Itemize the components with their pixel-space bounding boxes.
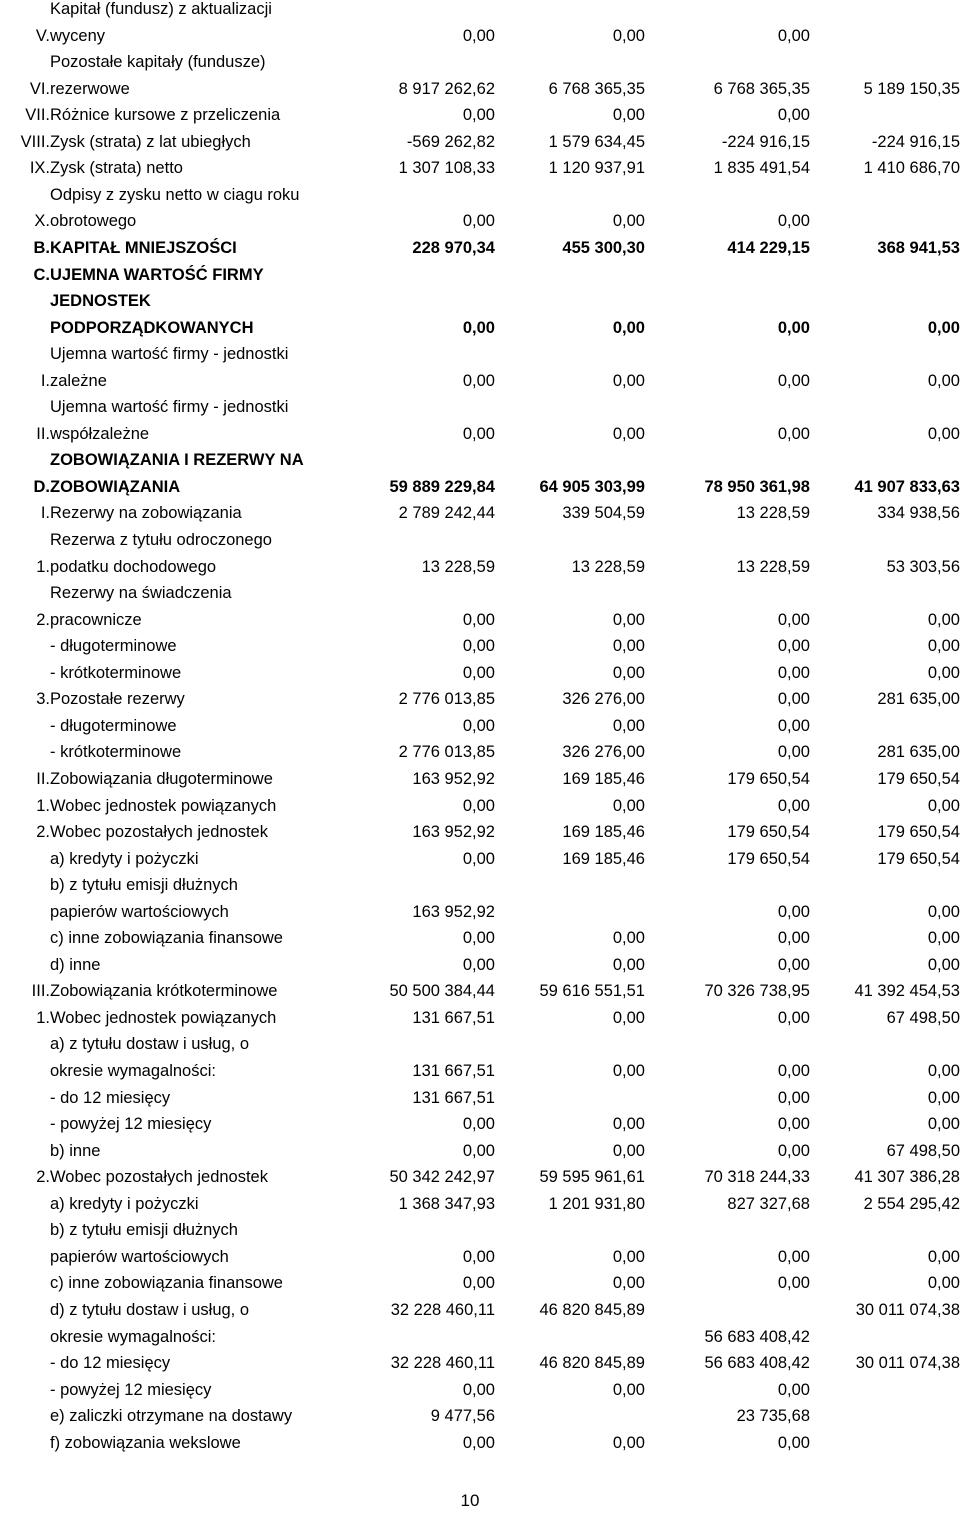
table-row [0,1430,960,1457]
table-row [0,1350,960,1377]
row-index: 2. [36,610,50,629]
value-col-1: 32 228 460,11 [390,1300,495,1319]
value-col-3: 0,00 [777,26,810,45]
row-index: II. [36,769,50,788]
value-col-2: 0,00 [612,1115,645,1134]
value-col-1: 0,00 [462,796,495,815]
table-row [0,1085,960,1112]
table-row [0,500,960,527]
value-col-2: 0,00 [612,1247,645,1266]
table-row [0,208,960,235]
value-col-1: 0,00 [462,1247,495,1266]
value-col-4: 0,00 [927,955,960,974]
value-col-1: 0,00 [462,1141,495,1160]
table-row [0,1005,960,1032]
table-row [0,1058,960,1085]
value-col-2: 0,00 [612,716,645,735]
value-col-4: 0,00 [927,1247,960,1266]
row-label: f) zobowiązania wekslowe [50,1433,241,1452]
row-label: rezerwowe [50,79,130,98]
row-label: Pozostałe rezerwy [50,690,185,709]
value-col-2: 0,00 [612,929,645,948]
value-col-1: 0,00 [462,1115,495,1134]
row-label: - powyżej 12 miesięcy [50,1115,212,1134]
row-label: - powyżej 12 miesięcy [50,1380,212,1399]
value-col-4: 0,00 [927,796,960,815]
row-label: podatku dochodowego [50,557,217,576]
value-col-2: 326 276,00 [562,690,645,709]
row-label: - krótkoterminowe [50,663,182,682]
row-label: d) z tytułu dostaw i usług, o [50,1300,250,1319]
value-col-1: 8 917 262,62 [398,79,495,98]
value-col-2: 0,00 [612,1433,645,1452]
value-col-1: 0,00 [462,318,495,337]
value-col-4: 67 498,50 [886,1008,960,1027]
row-label: papierów wartościowych [50,902,229,921]
value-col-3: 0,00 [777,1062,810,1080]
table-row [0,872,960,899]
row-label: Odpisy z zysku netto w ciagu roku [50,185,300,204]
table-row [0,315,960,342]
row-index: V. [35,26,50,45]
row-label: Zobowiązania krótkoterminowe [50,982,278,1001]
table-row [0,1270,960,1297]
value-col-4: 0,00 [927,424,960,443]
table-row [0,819,960,846]
row-label: ZOBOWIĄZANIA [50,477,181,496]
table-row [0,341,960,368]
table-row [0,580,960,607]
value-col-3: 0,00 [777,424,810,443]
value-col-3: 0,00 [777,1433,810,1452]
value-col-4: 179 650,54 [877,769,960,788]
value-col-1: 0,00 [462,1433,495,1452]
value-col-1: 131 667,51 [412,1062,495,1080]
value-col-2: 455 300,30 [562,238,645,257]
value-col-2: 64 905 303,99 [539,477,645,496]
table-row [0,978,960,1005]
table-row [0,49,960,76]
table-row [0,1164,960,1191]
value-col-2: 326 276,00 [562,743,645,762]
value-col-2: 6 768 365,35 [548,79,645,98]
row-index: 1. [36,796,50,815]
row-index: VII. [25,106,50,125]
row-index: X. [34,212,50,231]
value-col-2: 0,00 [612,1062,645,1080]
row-label: a) z tytułu dostaw i usług, o [50,1035,250,1054]
table-row [0,1324,960,1351]
value-col-3: 0,00 [777,1247,810,1266]
value-col-4: 179 650,54 [877,823,960,842]
value-col-4: 334 938,56 [877,504,960,523]
value-col-4: 53 303,56 [886,557,960,576]
value-col-1: 0,00 [462,716,495,735]
row-label: - długoterminowe [50,637,177,656]
table-row [0,235,960,262]
table-row [0,102,960,129]
value-col-3: 0,00 [777,371,810,390]
value-col-3: 0,00 [777,1008,810,1027]
value-col-3: 13 228,59 [736,557,810,576]
value-col-1: 0,00 [462,610,495,629]
value-col-4: -224 916,15 [871,132,960,151]
value-col-2: 0,00 [612,796,645,815]
row-label: Wobec pozostałych jednostek [50,1168,268,1187]
table-row [0,766,960,793]
row-label: d) inne [50,955,101,974]
value-col-3: 0,00 [777,716,810,735]
value-col-1: 2 776 013,85 [398,690,495,709]
row-label: Ujemna wartość firmy - jednostki [50,398,289,417]
value-col-3: 70 326 738,95 [704,982,810,1001]
value-col-3: 0,00 [777,743,810,762]
value-col-2: 0,00 [612,212,645,231]
row-index: B. [33,238,50,257]
value-col-1: 2 776 013,85 [398,743,495,762]
value-col-4: 41 392 454,53 [854,982,960,1001]
row-label: papierów wartościowych [50,1247,229,1266]
row-label: UJEMNA WARTOŚĆ FIRMY [50,265,264,284]
row-label: - długoterminowe [50,716,177,735]
row-label: Rezerwa z tytułu odroczonego [50,531,272,549]
value-col-2: 0,00 [612,318,645,337]
row-index: 1. [36,557,50,576]
value-col-4: 41 307 386,28 [854,1168,960,1187]
row-label: b) z tytułu emisji dłużnych [50,876,238,895]
value-col-1: 228 970,34 [412,238,495,257]
value-col-4: 0,00 [927,902,960,921]
value-col-1: 0,00 [462,106,495,125]
row-label: Pozostałe kapitały (fundusze) [50,53,266,72]
value-col-2: 0,00 [612,26,645,45]
row-label: okresie wymagalności: [50,1062,216,1080]
value-col-3: 0,00 [777,663,810,682]
value-col-4: 0,00 [927,1088,960,1107]
row-index: 3. [36,690,50,709]
value-col-3: 78 950 361,98 [704,477,810,496]
value-col-2: 46 820 845,89 [539,1354,645,1373]
value-col-3: 0,00 [777,929,810,948]
value-col-2: 13 228,59 [571,557,645,576]
row-index: II. [36,424,50,443]
value-col-4: 67 498,50 [886,1141,960,1160]
table-row [0,1377,960,1404]
value-col-3: 0,00 [777,1115,810,1134]
value-col-1: 0,00 [462,955,495,974]
row-label: okresie wymagalności: [50,1327,216,1346]
table-row [0,899,960,926]
value-col-4: 281 635,00 [877,743,960,762]
table-row [0,447,960,474]
value-col-3: 0,00 [777,1141,810,1160]
value-col-2: 169 185,46 [562,823,645,842]
value-col-2: 0,00 [612,1141,645,1160]
value-col-4: 1 410 686,70 [863,159,960,178]
row-index: D. [33,477,50,496]
value-col-2: 0,00 [612,637,645,656]
value-col-3: 0,00 [777,902,810,921]
row-label: - do 12 miesięcy [50,1088,171,1107]
value-col-1: 0,00 [462,26,495,45]
value-col-2: 0,00 [612,371,645,390]
row-label: Ujemna wartość firmy - jednostki [50,345,289,364]
value-col-1: 32 228 460,11 [390,1354,495,1373]
row-label: Wobec pozostałych jednostek [50,823,268,842]
value-col-3: 0,00 [777,637,810,656]
table-row [0,633,960,660]
value-col-1: 50 500 384,44 [389,982,495,1001]
row-label: pracownicze [50,610,142,629]
value-col-4: 30 011 074,38 [855,1354,960,1373]
value-col-1: 1 368 347,93 [398,1194,495,1213]
row-index: IX. [29,159,50,178]
row-label: PODPORZĄDKOWANYCH [50,318,254,337]
row-label: ZOBOWIĄZANIA I REZERWY NA [50,451,304,470]
table-row [0,1217,960,1244]
value-col-2: 0,00 [612,106,645,125]
row-label: a) kredyty i pożyczki [50,849,199,868]
table-row [0,1111,960,1138]
value-col-3: 6 768 365,35 [713,79,810,98]
value-col-4: 0,00 [927,1274,960,1293]
row-label: obrotowego [50,212,137,231]
table-row [0,1244,960,1271]
value-col-4: 0,00 [927,1062,960,1080]
table-row [0,421,960,448]
value-col-4: 0,00 [927,318,960,337]
value-col-2: 0,00 [612,1008,645,1027]
value-col-4: 0,00 [927,610,960,629]
table-row [0,1138,960,1165]
row-label: - krótkoterminowe [50,743,182,762]
row-label: Rezerwy na zobowiązania [50,504,242,523]
row-label: Kapitał (fundusz) z aktualizacji [50,0,272,18]
value-col-4: 179 650,54 [877,849,960,868]
value-col-1: 2 789 242,44 [398,504,495,523]
table-row [0,129,960,156]
value-col-3: 827 327,68 [727,1194,810,1213]
table-row [0,288,960,315]
table-row [0,182,960,209]
row-label: zależne [50,371,107,390]
value-col-3: 0,00 [777,1088,810,1107]
table-row [0,739,960,766]
table-row [0,394,960,421]
value-col-2: 339 504,59 [562,504,645,523]
value-col-1: 0,00 [462,637,495,656]
value-col-3: 414 229,15 [727,238,810,257]
value-col-2: 59 595 961,61 [539,1168,645,1187]
value-col-3: 0,00 [777,1274,810,1293]
value-col-2: 0,00 [612,610,645,629]
value-col-1: 0,00 [462,1274,495,1293]
value-col-1: 0,00 [462,663,495,682]
row-label: KAPITAŁ MNIEJSZOŚCI [50,238,237,257]
table-row [0,686,960,713]
value-col-3: 0,00 [777,796,810,815]
row-label: c) inne zobowiązania finansowe [50,1274,283,1293]
value-col-1: 13 228,59 [421,557,495,576]
row-label: b) z tytułu emisji dłużnych [50,1221,238,1240]
table-row [0,607,960,634]
value-col-1: 163 952,92 [412,769,495,788]
value-col-1: 59 889 229,84 [389,477,495,496]
value-col-2: 1 201 931,80 [548,1194,645,1213]
table-row [0,474,960,501]
value-col-2: 0,00 [612,424,645,443]
value-col-4: 0,00 [927,663,960,682]
value-col-1: 0,00 [462,849,495,868]
value-col-3: 0,00 [777,106,810,125]
value-col-4: 0,00 [927,637,960,656]
table-row [0,846,960,873]
table-row [0,0,960,23]
table-row [0,76,960,103]
value-col-3: 0,00 [777,690,810,709]
value-col-2: 0,00 [612,1274,645,1293]
table-row [0,262,960,289]
table-row [0,713,960,740]
row-label: e) zaliczki otrzymane na dostawy [50,1407,293,1426]
value-col-1: 0,00 [462,371,495,390]
row-label: c) inne zobowiązania finansowe [50,929,283,948]
table-row [0,23,960,50]
value-col-4: 41 907 833,63 [854,477,960,496]
value-col-2: 46 820 845,89 [539,1300,645,1319]
value-col-4: 0,00 [927,1115,960,1134]
table-row [0,660,960,687]
value-col-3: -224 916,15 [721,132,810,151]
table-row [0,368,960,395]
value-col-2: 1 579 634,45 [548,132,645,151]
row-index: 1. [36,1008,50,1027]
value-col-1: 1 307 108,33 [398,159,495,178]
value-col-1: -569 262,82 [406,132,495,151]
row-label: JEDNOSTEK [50,292,151,311]
value-col-1: 0,00 [462,929,495,948]
table-row [0,1031,960,1058]
row-label: Rezerwy na świadczenia [50,584,232,603]
value-col-1: 131 667,51 [412,1008,495,1027]
value-col-3: 56 683 408,42 [704,1354,810,1373]
value-col-2: 0,00 [612,663,645,682]
value-col-3: 70 318 244,33 [704,1168,810,1187]
table-row [0,1297,960,1324]
value-col-3: 0,00 [777,955,810,974]
value-col-3: 0,00 [777,212,810,231]
row-label: wyceny [50,26,106,45]
value-col-4: 281 635,00 [877,690,960,709]
value-col-4: 5 189 150,35 [863,79,960,98]
row-label: a) kredyty i pożyczki [50,1194,199,1213]
table-row [0,527,960,554]
value-col-1: 0,00 [462,1380,495,1399]
value-col-3: 13 228,59 [736,504,810,523]
value-col-1: 131 667,51 [412,1088,495,1107]
row-label: - do 12 miesięcy [50,1354,171,1373]
value-col-2: 169 185,46 [562,769,645,788]
row-index: C. [33,265,50,284]
row-index: 2. [36,1168,50,1187]
value-col-2: 169 185,46 [562,849,645,868]
value-col-1: 50 342 242,97 [389,1168,495,1187]
value-col-2: 1 120 937,91 [548,159,645,178]
row-index: III. [31,982,50,1001]
table-row [0,1403,960,1430]
value-col-3: 0,00 [777,610,810,629]
row-label: Zobowiązania długoterminowe [50,769,273,788]
value-col-4: 368 941,53 [877,238,960,257]
value-col-2: 59 616 551,51 [539,982,645,1001]
row-index: I. [40,504,50,523]
value-col-3: 0,00 [777,318,810,337]
value-col-1: 9 477,56 [430,1407,495,1426]
row-label: Wobec jednostek powiązanych [50,1008,277,1027]
value-col-3: 179 650,54 [727,823,810,842]
table-row [0,554,960,581]
row-index: VIII. [20,132,50,151]
table-row [0,155,960,182]
row-index: 2. [36,823,50,842]
value-col-3: 1 835 491,54 [713,159,810,178]
row-label: współzależne [50,424,150,443]
row-label: b) inne [50,1141,101,1160]
value-col-4: 0,00 [927,929,960,948]
value-col-1: 163 952,92 [412,823,495,842]
page-number: 10 [460,1491,480,1510]
row-label: Zysk (strata) z lat ubiegłych [50,132,251,151]
value-col-3: 23 735,68 [736,1407,810,1426]
value-col-3: 179 650,54 [727,769,810,788]
value-col-4: 2 554 295,42 [863,1194,960,1213]
table-row [0,952,960,979]
value-col-3: 56 683 408,42 [704,1327,810,1346]
row-label: Różnice kursowe z przeliczenia [50,106,281,125]
value-col-3: 179 650,54 [727,849,810,868]
row-index: VI. [29,79,50,98]
table-row [0,925,960,952]
value-col-4: 0,00 [927,371,960,390]
row-label: Wobec jednostek powiązanych [50,796,277,815]
value-col-2: 0,00 [612,955,645,974]
value-col-4: 30 011 074,38 [855,1300,960,1319]
value-col-1: 0,00 [462,424,495,443]
row-label: Zysk (strata) netto [50,159,183,178]
row-index: I. [40,371,50,390]
value-col-1: 163 952,92 [412,902,495,921]
table-row [0,793,960,820]
value-col-2: 0,00 [612,1380,645,1399]
value-col-1: 0,00 [462,212,495,231]
table-row [0,1191,960,1218]
value-col-3: 0,00 [777,1380,810,1399]
